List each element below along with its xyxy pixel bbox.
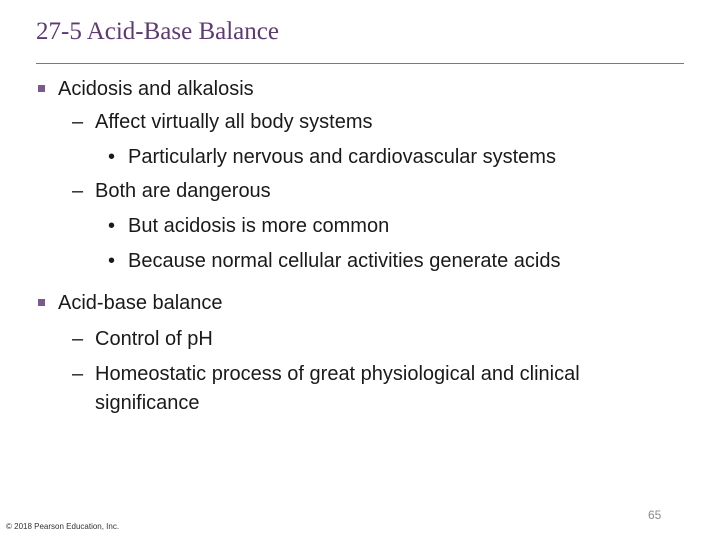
slide-title: 27-5 Acid-Base Balance [36, 18, 279, 45]
dash-bullet-icon: – [72, 180, 84, 202]
square-bullet-icon [38, 299, 45, 306]
square-bullet-icon [38, 85, 45, 92]
sub-point-continuation: significance [95, 392, 200, 414]
sub-point: Homeostatic process of great physiological and clinical [95, 363, 580, 385]
dot-bullet-icon: • [108, 215, 116, 237]
detail-point: Particularly nervous and cardiovascular systems [128, 146, 556, 168]
dash-bullet-icon: – [72, 363, 84, 385]
sub-point: Both are dangerous [95, 180, 271, 202]
detail-point: Because normal cellular activities generate acids [128, 250, 561, 272]
dash-bullet-icon: – [72, 328, 84, 350]
copyright-notice: © 2018 Pearson Education, Inc. [6, 522, 120, 531]
sub-point: Affect virtually all body systems [95, 111, 373, 133]
section-heading: Acid-base balance [58, 292, 223, 314]
section-heading: Acidosis and alkalosis [58, 78, 254, 100]
dot-bullet-icon: • [108, 146, 116, 168]
dot-bullet-icon: • [108, 250, 116, 272]
dash-bullet-icon: – [72, 111, 84, 133]
page-number: 65 [648, 508, 662, 522]
detail-point: But acidosis is more common [128, 215, 390, 237]
title-divider [36, 63, 684, 64]
sub-point: Control of pH [95, 328, 213, 350]
